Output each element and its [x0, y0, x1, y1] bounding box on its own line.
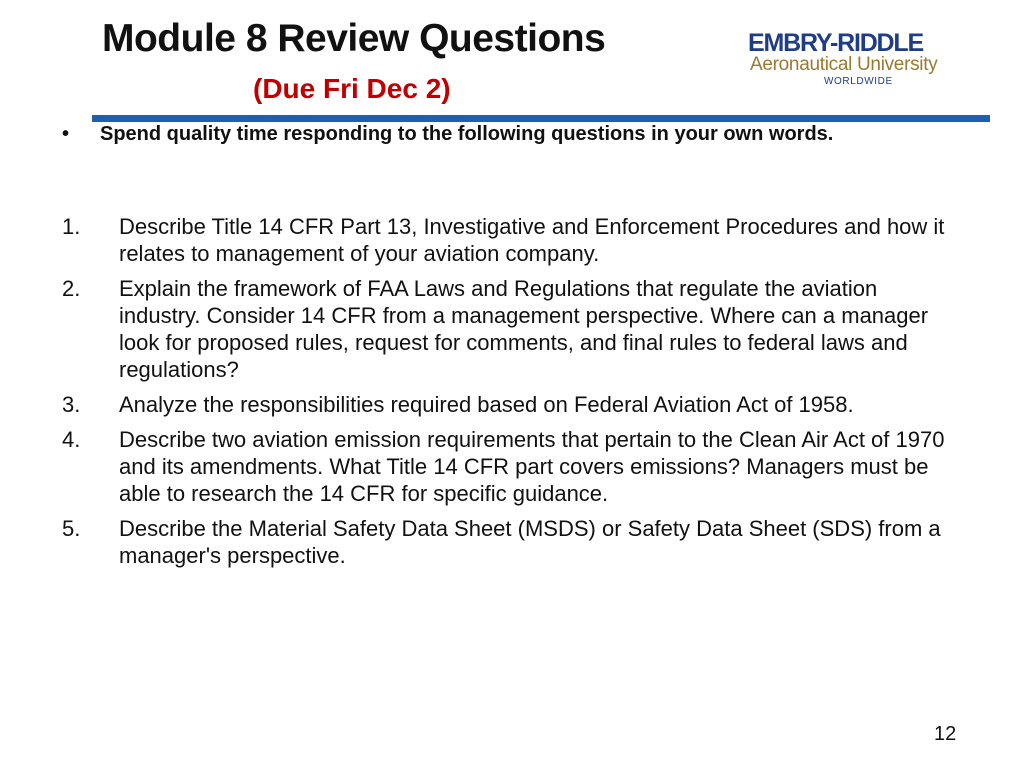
question-text: Describe the Material Safety Data Sheet (MSDS) or Safety Data Sheet (SDS) from a manager's perspective. [119, 516, 941, 568]
question-item [62, 426, 962, 507]
question-text: Analyze the responsibilities required based on Federal Aviation Act of 1958. [119, 392, 854, 417]
intro-text: Spend quality time responding to the following questions in your own words. [100, 123, 834, 145]
question-text: Describe two aviation emission requirements that pertain to the Clean Air Act of 1970 and its amendments. What Title 14 CFR part covers emissions? Managers must be able to research the 14 CFR for specific guidance. [119, 427, 945, 506]
slide-title: Module 8 Review Questions [102, 17, 606, 60]
rule-gap [0, 115, 92, 122]
question-number: 4. [62, 427, 81, 452]
question-item [62, 515, 962, 569]
logo-wordmark: EMBRY-RIDDLE [748, 29, 923, 57]
question-number: 2. [62, 276, 81, 301]
slide-subtitle-due-date: (Due Fri Dec 2) [253, 73, 451, 104]
question-number: 5. [62, 516, 81, 541]
bullet-icon: • [62, 123, 70, 145]
question-item [62, 391, 962, 418]
question-number: 1. [62, 214, 81, 239]
question-item [62, 275, 962, 383]
question-text: Describe Title 14 CFR Part 13, Investigative and Enforcement Procedures and how it relates to management of your aviation company. [119, 214, 945, 266]
questions-list [62, 213, 962, 577]
logo-university-name: Aeronautical University [750, 54, 938, 75]
logo-campus-name: WORLDWIDE [824, 76, 893, 87]
question-item [62, 213, 962, 267]
question-text: Explain the framework of FAA Laws and Regulations that regulate the aviation industry. Consider 14 CFR from a management perspective. Where can a manager look for proposed rules, request for comments, and final rules to federal laws and regulations? [119, 276, 929, 382]
question-number: 3. [62, 392, 81, 417]
embry-riddle-logo [748, 30, 980, 90]
page-number: 12 [934, 723, 957, 745]
